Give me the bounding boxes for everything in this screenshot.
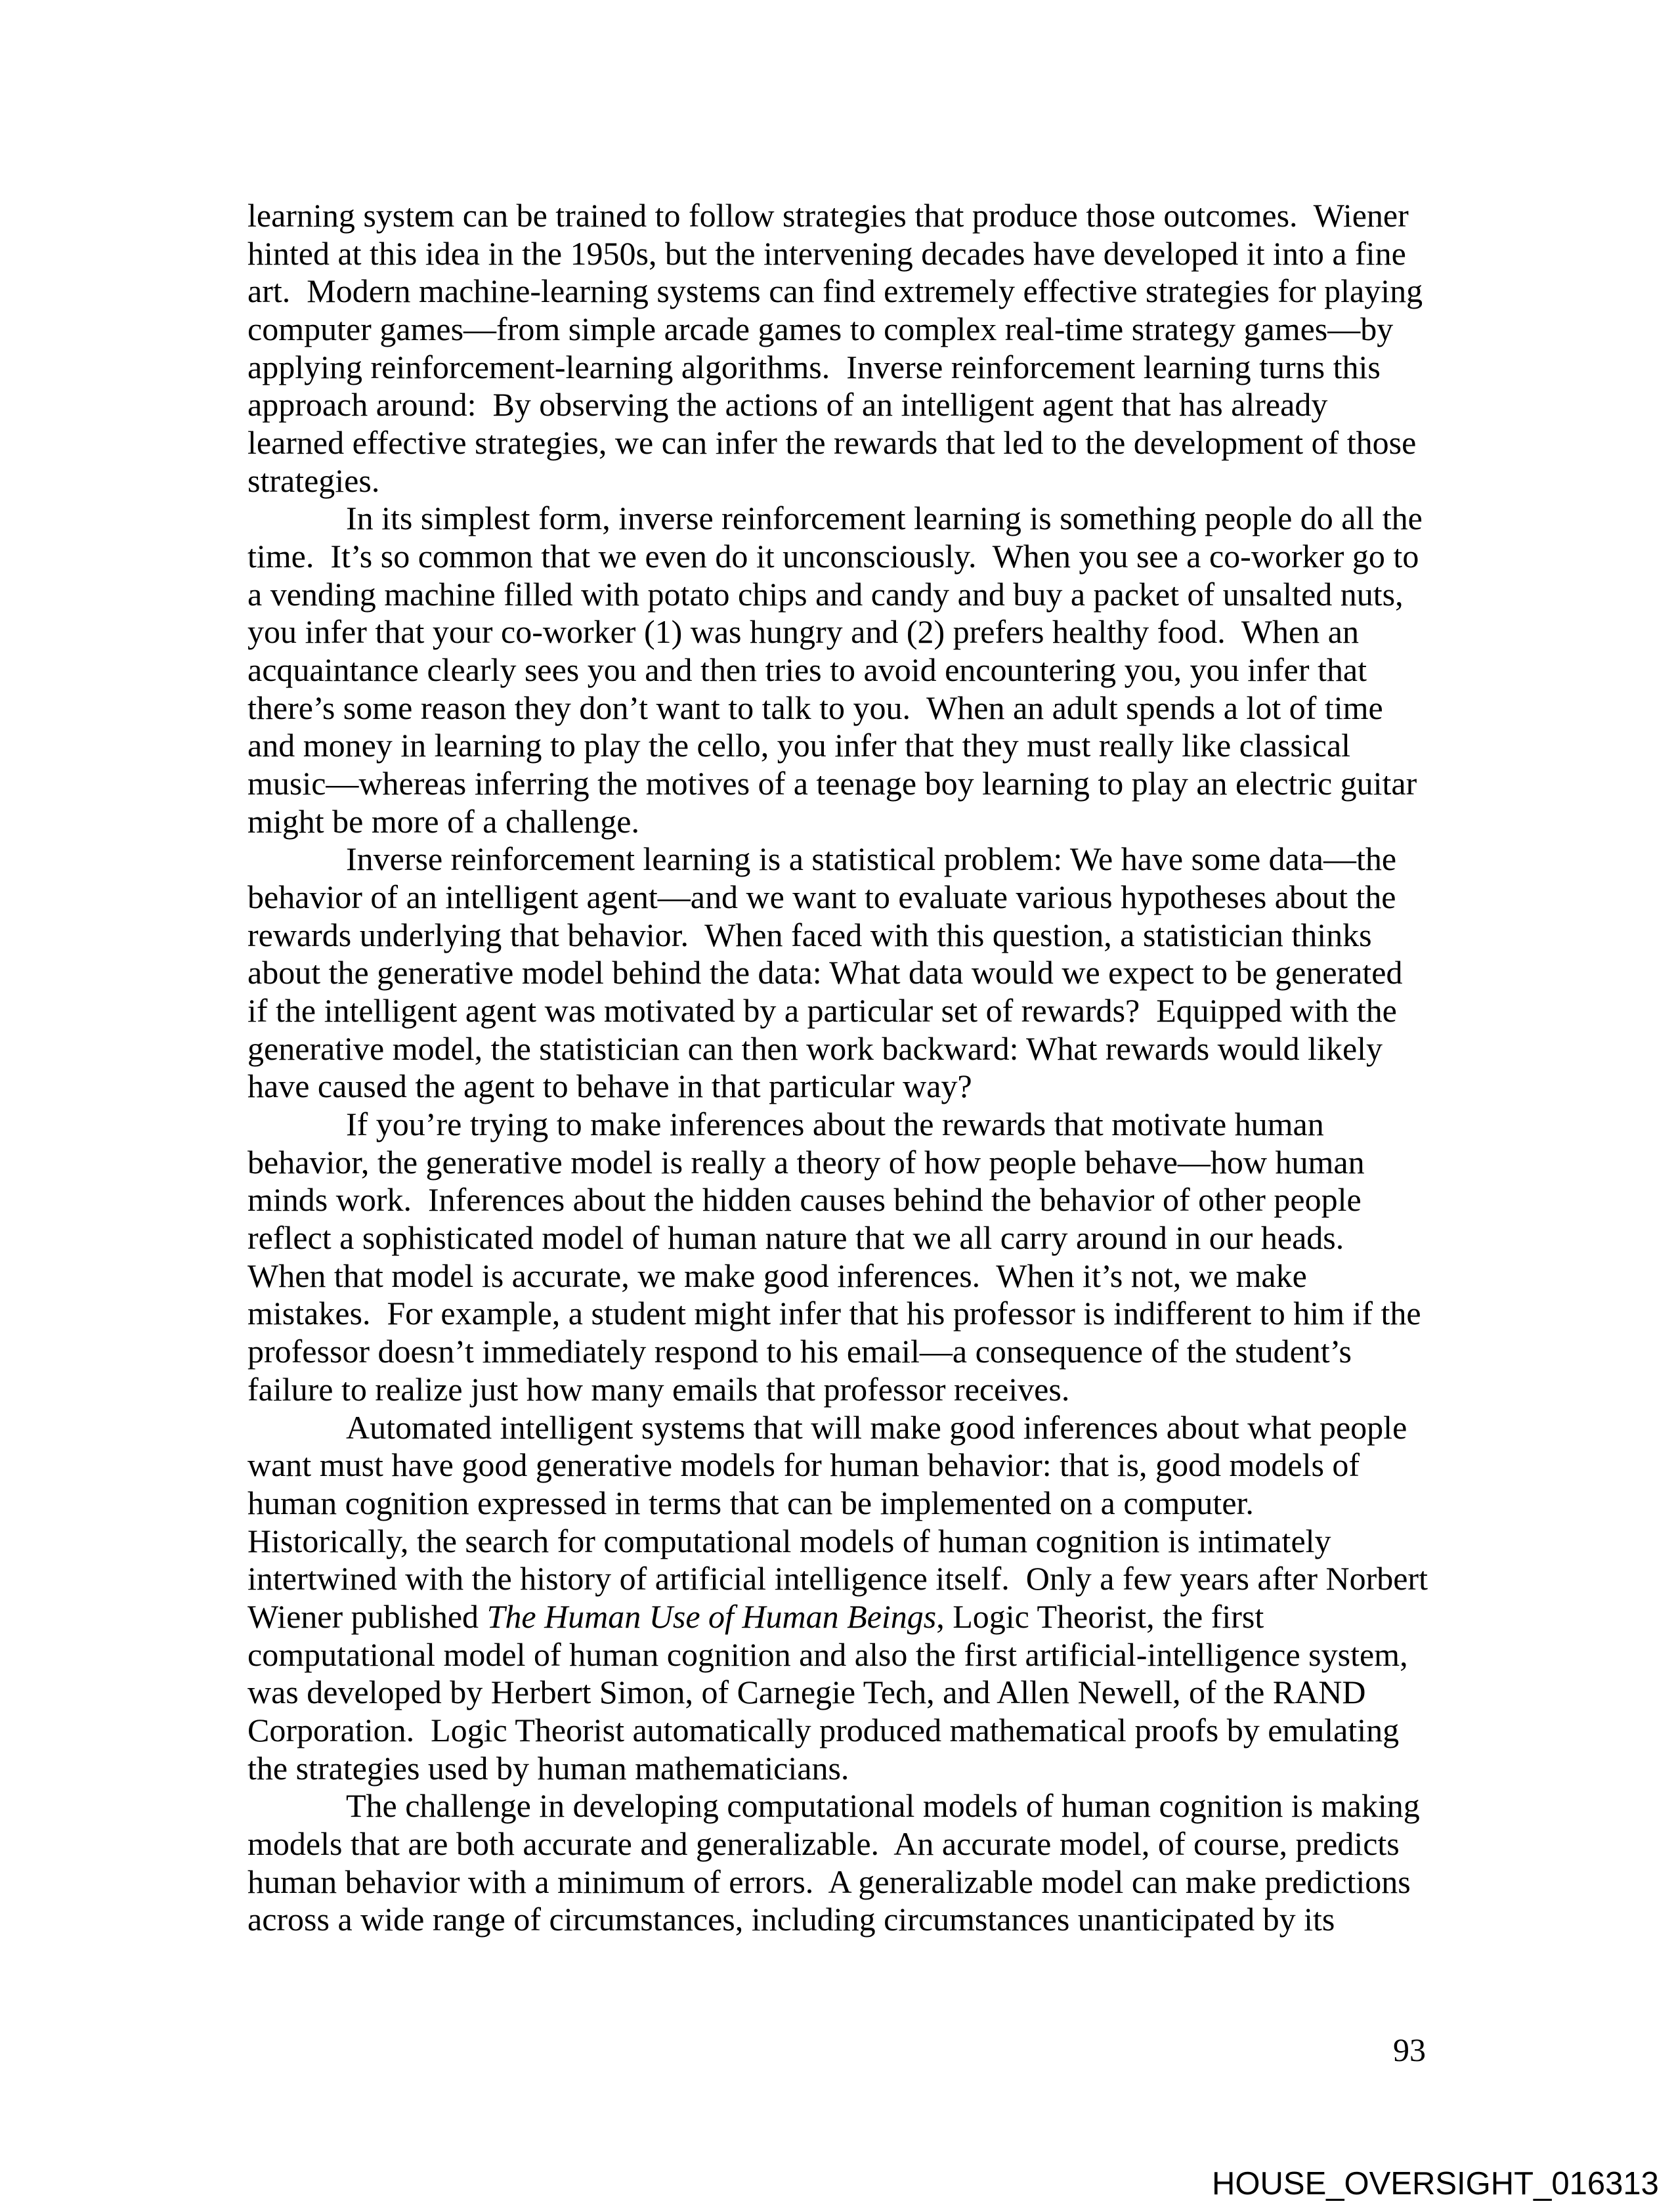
- text-run: Wiener published: [247, 1597, 487, 1635]
- text-line: If you’re trying to make inferences about the rewards that motivate human: [346, 1106, 1324, 1143]
- text-line: learning system can be trained to follow strategies that produce those outcomes. Wiener: [247, 197, 1409, 234]
- text-line: human cognition expressed in terms that can be implemented on a computer.: [247, 1484, 1254, 1521]
- text-line: models that are both accurate and generalizable. An accurate model, of course, predicts: [247, 1825, 1400, 1862]
- text-line: behavior, the generative model is really a theory of how people behave—how human: [247, 1143, 1365, 1181]
- text-line: approach around: By observing the actions of an intelligent agent that has already: [247, 386, 1328, 423]
- page-number: 93: [1393, 2031, 1426, 2068]
- text-line: the strategies used by human mathematicians.: [247, 1749, 849, 1787]
- book-title: The Human Use of Human Beings: [486, 1597, 937, 1635]
- text-line: if the intelligent agent was motivated by a particular set of rewards? Equipped with the: [247, 992, 1397, 1030]
- text-line: acquaintance clearly sees you and then tries to avoid encountering you, you infer that: [247, 651, 1367, 689]
- text-line: When that model is accurate, we make good inferences. When it’s not, we make: [247, 1257, 1307, 1294]
- text-line: hinted at this idea in the 1950s, but the intervening decades have developed it into a fine: [247, 234, 1406, 272]
- text-line: professor doesn’t immediately respond to his email—a consequence of the student’s: [247, 1333, 1352, 1370]
- text-line: Historically, the search for computational models of human cognition is intimately: [247, 1522, 1331, 1559]
- text-line: Automated intelligent systems that will make good inferences about what people: [346, 1408, 1407, 1446]
- paragraph: [247, 197, 1429, 500]
- text-line: Corporation. Logic Theorist automatically produced mathematical proofs by emulating: [247, 1711, 1400, 1748]
- text-line: and money in learning to play the cello, you infer that they must really like classical: [247, 727, 1351, 764]
- paragraph: [247, 1106, 1429, 1408]
- text-line: computer games—from simple arcade games to complex real-time strategy games—by: [247, 311, 1394, 348]
- text-line: The challenge in developing computational models of human cognition is making: [346, 1787, 1420, 1825]
- text-line: learned effective strategies, we can infer the rewards that led to the development of those: [247, 424, 1417, 462]
- text-line: there’s some reason they don’t want to talk to you. When an adult spends a lot of time: [247, 689, 1383, 726]
- text-line: time. It’s so common that we even do it unconsciously. When you see a co-worker go to: [247, 538, 1419, 575]
- text-line: might be more of a challenge.: [247, 802, 639, 840]
- paragraph: [247, 840, 1429, 1106]
- text-line: rewards underlying that behavior. When faced with this question, a statistician thinks: [247, 916, 1372, 953]
- text-line: intertwined with the history of artificial intelligence itself. Only a few years after Norbert: [247, 1560, 1428, 1597]
- text-line: Inverse reinforcement learning is a statistical problem: We have some data—the: [346, 840, 1397, 878]
- text-line: strategies.: [247, 462, 380, 499]
- text-line: you infer that your co-worker (1) was hungry and (2) prefers healthy food. When an: [247, 613, 1359, 651]
- text-line: have caused the agent to behave in that particular way?: [247, 1068, 972, 1105]
- paragraph: [247, 1409, 1429, 1788]
- text-line: want must have good generative models for human behavior: that is, good models of: [247, 1446, 1360, 1484]
- text-line: behavior of an intelligent agent—and we want to evaluate various hypotheses about the: [247, 878, 1396, 916]
- bates-stamp: HOUSE_OVERSIGHT_016313: [1212, 2166, 1659, 2201]
- text-line: In its simplest form, inverse reinforcement learning is something people do all the: [346, 500, 1423, 537]
- text-line: across a wide range of circumstances, including circumstances unanticipated by its: [247, 1901, 1335, 1938]
- text-line: music—whereas inferring the motives of a teenage boy learning to play an electric guitar: [247, 765, 1417, 802]
- text-line: was developed by Herbert Simon, of Carnegie Tech, and Allen Newell, of the RAND: [247, 1674, 1366, 1711]
- text-run: , Logic Theorist, the first: [936, 1597, 1264, 1635]
- text-line: generative model, the statistician can then work backward: What rewards would likely: [247, 1030, 1383, 1067]
- text-line: a vending machine filled with potato chips and candy and buy a packet of unsalted nuts,: [247, 575, 1404, 613]
- paragraph: [247, 1787, 1429, 1939]
- text-line: art. Modern machine-learning systems can find extremely effective strategies for playing: [247, 272, 1423, 310]
- text-line: minds work. Inferences about the hidden causes behind the behavior of other people: [247, 1181, 1362, 1219]
- paragraph: [247, 500, 1429, 840]
- text-line: reflect a sophisticated model of human nature that we all carry around in our heads.: [247, 1219, 1344, 1257]
- text-line: mistakes. For example, a student might infer that his professor is indifferent to him if the: [247, 1295, 1421, 1332]
- text-line: about the generative model behind the data: What data would we expect to be generated: [247, 954, 1403, 991]
- text-line: applying reinforcement-learning algorithms. Inverse reinforcement learning turns this: [247, 348, 1381, 385]
- text-line: human behavior with a minimum of errors. A generalizable model can make predictions: [247, 1863, 1411, 1900]
- text-line: [247, 1598, 1429, 1636]
- text-line: failure to realize just how many emails that professor receives.: [247, 1370, 1070, 1408]
- text-line: computational model of human cognition and also the first artificial-intelligence system,: [247, 1636, 1408, 1673]
- body-text: [247, 197, 1429, 1939]
